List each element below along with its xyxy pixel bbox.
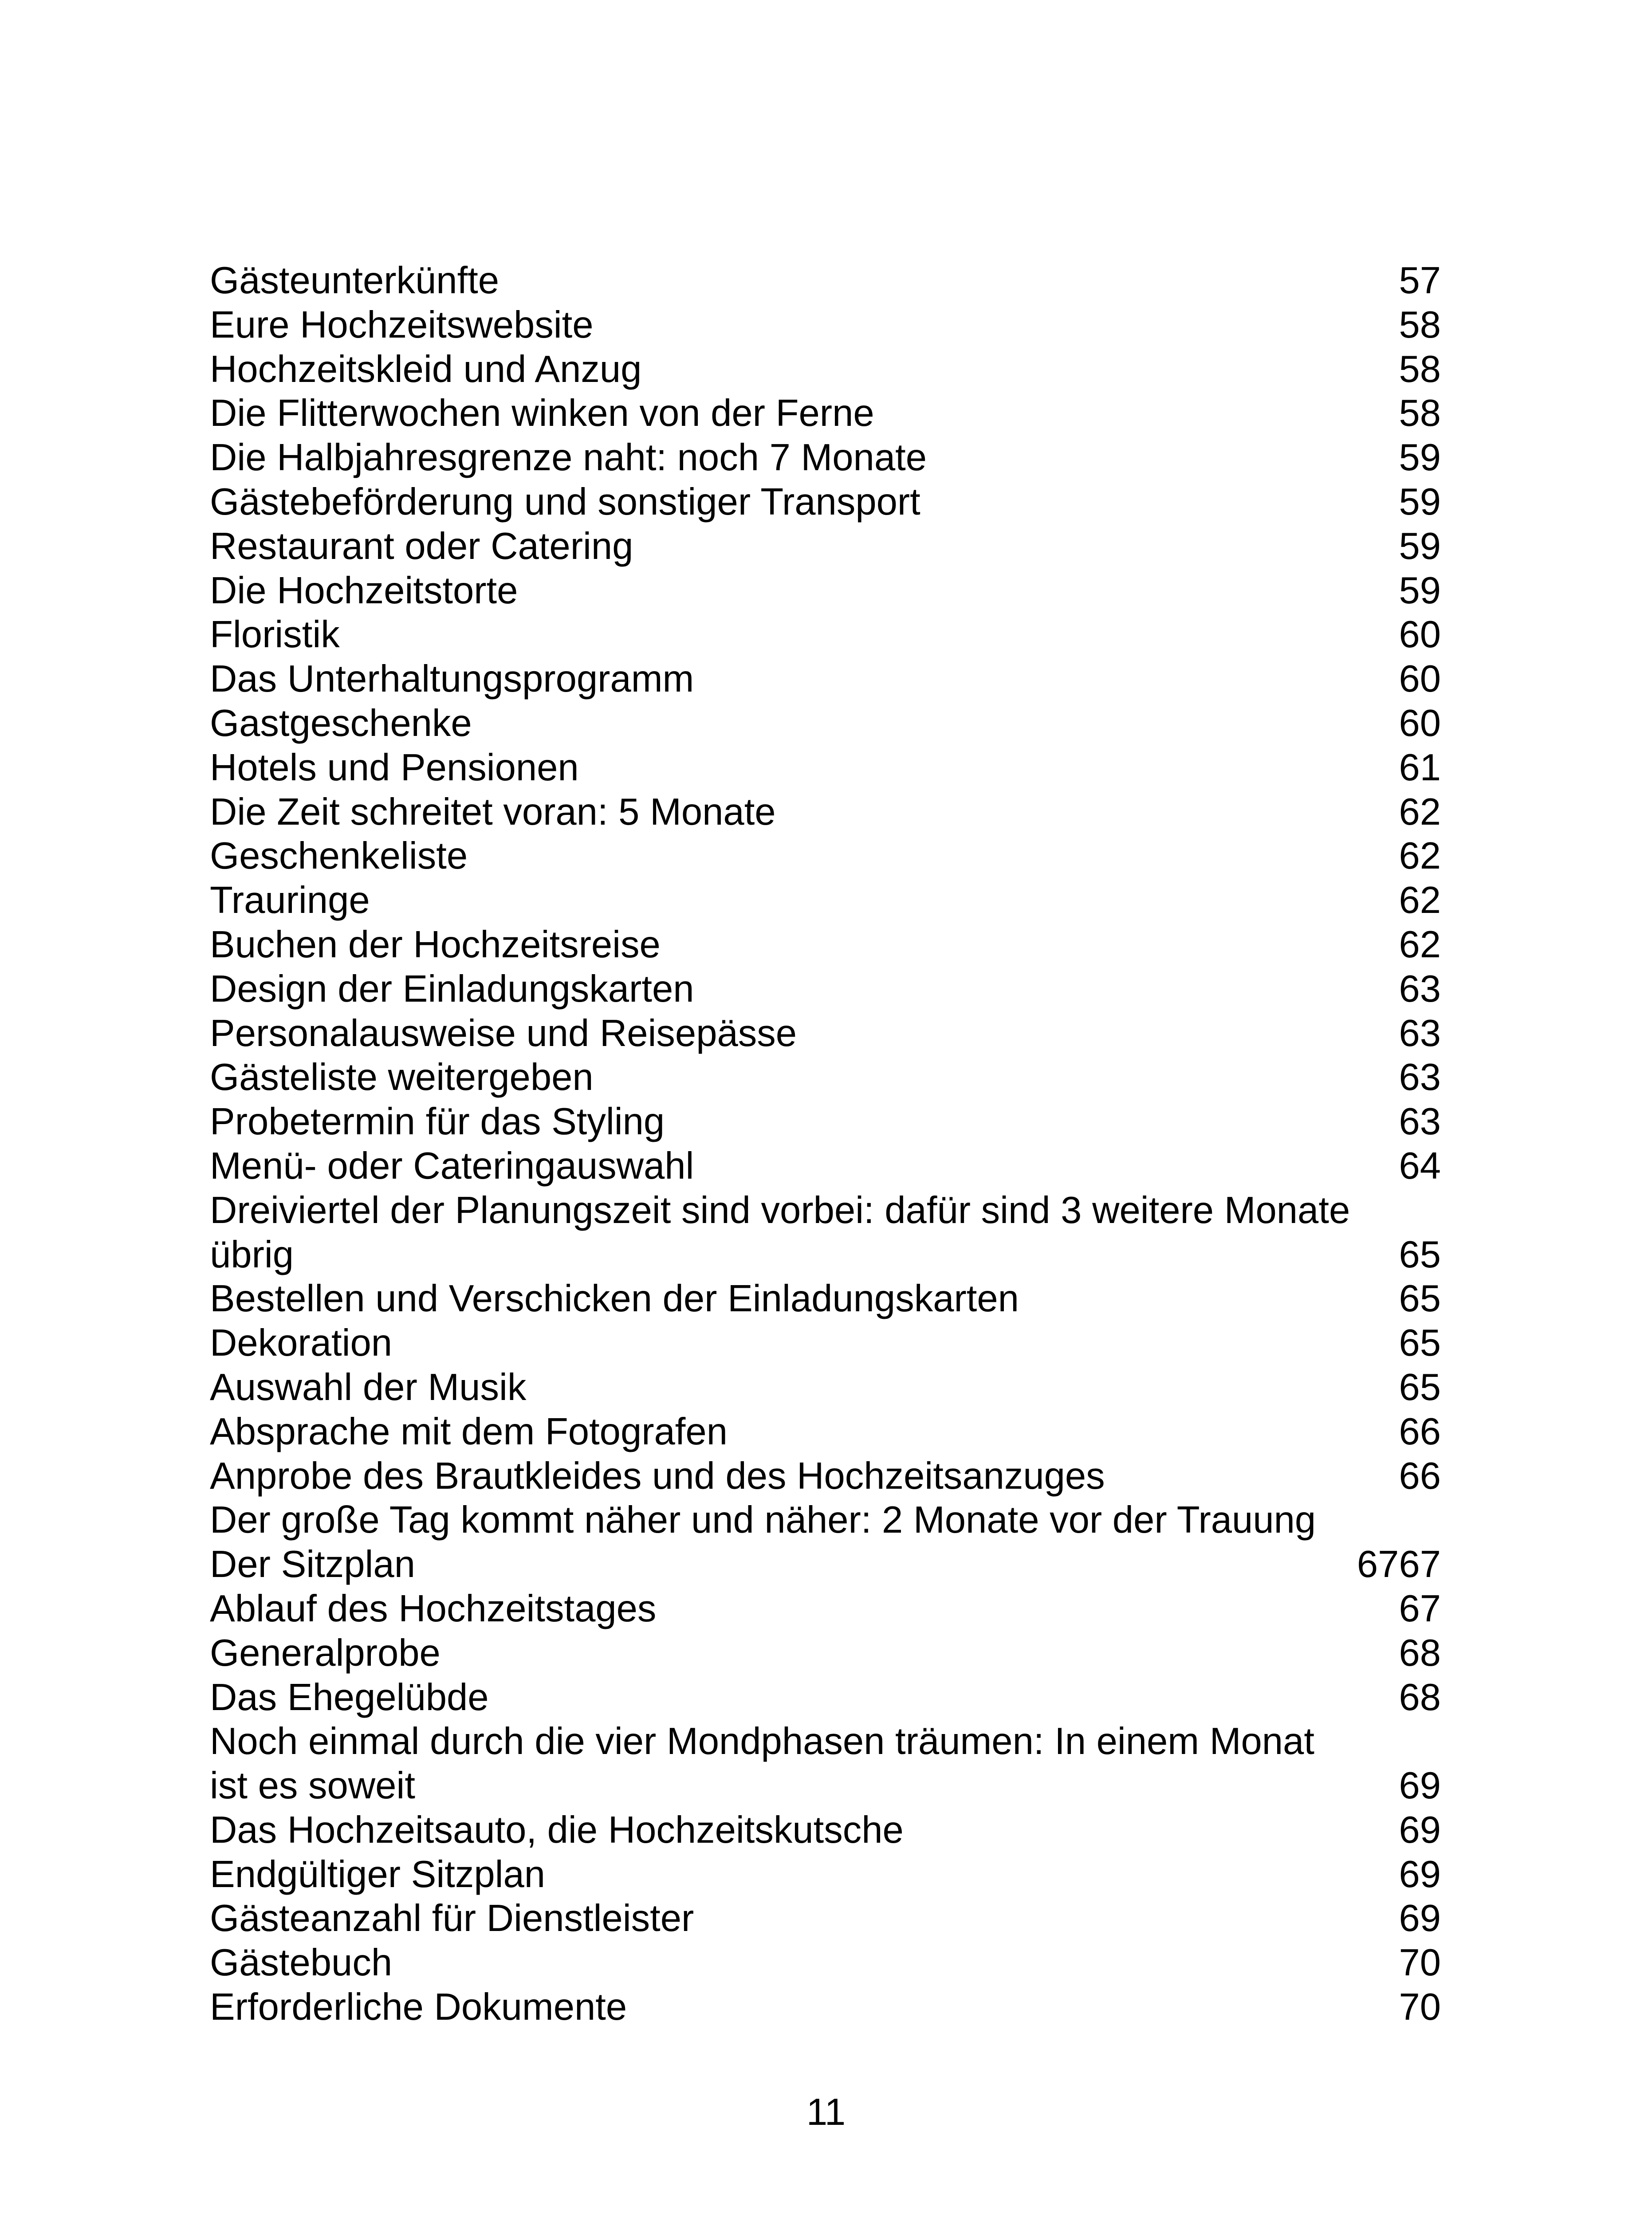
toc-entry [210, 1808, 1441, 1852]
toc-entry-title: Die Flitterwochen winken von der Ferne [210, 392, 874, 435]
toc-entry [210, 1542, 1441, 1587]
toc-entry [210, 746, 1441, 790]
toc-entry-page: 65 [1399, 1233, 1441, 1276]
toc-entry-page: 62 [1399, 835, 1441, 877]
toc-entry-title: Menü- oder Cateringauswahl [210, 1144, 694, 1187]
toc-entry-title: Endgültiger Sitzplan [210, 1853, 546, 1896]
toc-entry-page: 60 [1399, 613, 1441, 656]
toc-entry-page: 59 [1399, 525, 1441, 567]
toc-entry-page: 65 [1399, 1322, 1441, 1365]
toc-entry-page: 60 [1399, 702, 1441, 744]
toc-entry [210, 480, 1441, 524]
toc-entry-title: Das Unterhaltungsprogramm [210, 658, 694, 700]
toc-entry-page: 62 [1399, 923, 1441, 966]
toc-entry [210, 701, 1441, 746]
toc-entry-title: Gästeliste weitergeben [210, 1056, 594, 1099]
toc-entry-title: Gästeunterkünfte [210, 260, 500, 302]
toc-entry-title: Gästebuch [210, 1942, 393, 1984]
toc-entry-title: Geschenkeliste [210, 835, 468, 877]
toc-entry-title: Auswahl der Musik [210, 1366, 527, 1408]
toc-entry [210, 569, 1441, 613]
toc-entry [210, 1764, 1441, 1808]
toc-entry-page: 62 [1399, 790, 1441, 833]
toc-entry [210, 1587, 1441, 1631]
toc-entry-page: 69 [1399, 1853, 1441, 1896]
toc-entry-page: 59 [1399, 480, 1441, 523]
toc-entry [210, 923, 1441, 967]
page-number: 11 [806, 2091, 846, 2133]
toc-entry [210, 259, 1441, 303]
toc-entry-title-line: Noch einmal durch die vier Mondphasen träumen: In einem Monat [210, 1720, 1314, 1763]
toc-entry-title: Design der Einladungskarten [210, 967, 694, 1010]
toc-entry [210, 1365, 1441, 1410]
toc-entry-page: 70 [1399, 1942, 1441, 1984]
toc-entry-title: Hotels und Pensionen [210, 746, 579, 789]
toc-entry [210, 878, 1441, 923]
toc-entry-title-line: Dreiviertel der Planungszeit sind vorbei: dafür sind 3 weitere Monate [210, 1189, 1350, 1231]
toc-entry-page: 59 [1399, 569, 1441, 612]
toc-entry-page: 64 [1399, 1144, 1441, 1187]
toc-entry-title: Eure Hochzeitswebsite [210, 303, 594, 346]
toc-entry [210, 1631, 1441, 1675]
toc-entry [210, 303, 1441, 347]
toc-entry-title: Trauringe [210, 879, 370, 922]
toc-entry-title: Personalausweise und Reisepässe [210, 1012, 797, 1054]
toc-entry-title: Bestellen und Verschicken der Einladungskarten [210, 1278, 1019, 1320]
toc-entry-page: 69 [1399, 1897, 1441, 1940]
toc-entry-page: 60 [1399, 658, 1441, 700]
toc-entry-page: 63 [1399, 1101, 1441, 1143]
toc-entry-page: 58 [1399, 303, 1441, 346]
toc-entry-title: übrig [210, 1233, 294, 1276]
toc-entry [210, 1675, 1441, 1720]
toc-entry-page: 68 [1399, 1676, 1441, 1719]
toc-entry-page: 65 [1399, 1278, 1441, 1320]
toc-entry-page: 61 [1399, 746, 1441, 789]
toc-entry-page: 58 [1399, 392, 1441, 435]
toc-entry [210, 790, 1441, 834]
toc-entry [210, 347, 1441, 392]
toc-entry-page: 66 [1399, 1410, 1441, 1453]
toc-entry-title: Probetermin für das Styling [210, 1101, 665, 1143]
toc-entry-page: 69 [1399, 1765, 1441, 1807]
toc-entry-title: Gästeanzahl für Dienstleister [210, 1897, 694, 1940]
toc-entry-title: Anprobe des Brautkleides und des Hochzeitsanzuges [210, 1455, 1105, 1497]
toc-entry-page: 6767 [1357, 1543, 1441, 1586]
toc-entry-title: ist es soweit [210, 1765, 415, 1807]
toc-entry-title: Das Ehegelübde [210, 1676, 489, 1719]
toc-entry [210, 1498, 1441, 1542]
toc-entry-title: Absprache mit dem Fotografen [210, 1410, 728, 1453]
toc-entry-title: Gastgeschenke [210, 702, 472, 744]
toc-entry [210, 1852, 1441, 1897]
toc-entry-title: Die Hochzeitstorte [210, 569, 518, 612]
toc-entry-title: Dekoration [210, 1322, 393, 1365]
toc-entry-page: 67 [1399, 1587, 1441, 1630]
toc-entry [210, 1321, 1441, 1365]
toc-entry-page: 63 [1399, 1056, 1441, 1099]
toc-entry-title: Floristik [210, 613, 340, 656]
toc-entry [210, 436, 1441, 480]
toc-entry [210, 1144, 1441, 1188]
toc-entry [210, 657, 1441, 701]
toc-entry-page: 63 [1399, 967, 1441, 1010]
toc-entry-page: 58 [1399, 348, 1441, 390]
toc-entry [210, 1011, 1441, 1056]
toc-entry [210, 1985, 1441, 2029]
toc-entry [210, 524, 1441, 569]
toc-entry-page: 63 [1399, 1012, 1441, 1054]
toc-entry-page: 59 [1399, 437, 1441, 479]
toc-entry [210, 1941, 1441, 1985]
toc-entry-title: Die Zeit schreitet voran: 5 Monate [210, 790, 776, 833]
toc-entry [210, 1100, 1441, 1144]
toc-entry-title: Erforderliche Dokumente [210, 1986, 627, 2029]
toc-entry-title: Restaurant oder Catering [210, 525, 633, 567]
toc-entry-title: Gästebeförderung und sonstiger Transport [210, 480, 920, 523]
toc-entry-title: Generalprobe [210, 1632, 441, 1674]
toc-entry-page: 62 [1399, 879, 1441, 922]
toc-entry [210, 391, 1441, 436]
toc-entry-page: 69 [1399, 1809, 1441, 1851]
toc-entry [210, 1454, 1441, 1498]
toc-entry-page: 57 [1399, 260, 1441, 302]
toc-entry [210, 1055, 1441, 1100]
toc-entry-title: Ablauf des Hochzeitstages [210, 1587, 657, 1630]
toc-entry [210, 1896, 1441, 1941]
toc-entry [210, 967, 1441, 1011]
toc-entry-page: 66 [1399, 1455, 1441, 1497]
toc-entry-page: 68 [1399, 1632, 1441, 1674]
toc-entry-title: Das Hochzeitsauto, die Hochzeitskutsche [210, 1809, 904, 1851]
toc-entry-title: Der große Tag kommt näher und näher: 2 Monate vor der Trauung [210, 1499, 1316, 1542]
toc-entry-page: 65 [1399, 1366, 1441, 1408]
toc-entry [210, 1277, 1441, 1321]
toc-entry-page: 70 [1399, 1986, 1441, 2029]
toc-entry-title: Hochzeitskleid und Anzug [210, 348, 642, 390]
toc-entry-title: Die Halbjahresgrenze naht: noch 7 Monate [210, 437, 927, 479]
toc-entry [210, 1233, 1441, 1277]
toc-entry [210, 1410, 1441, 1454]
toc-entry [210, 613, 1441, 657]
toc-entry [210, 834, 1441, 878]
toc-entry-title: Buchen der Hochzeitsreise [210, 923, 661, 966]
table-of-contents [210, 259, 1441, 2029]
toc-entry-title: Der Sitzplan [210, 1543, 415, 1586]
